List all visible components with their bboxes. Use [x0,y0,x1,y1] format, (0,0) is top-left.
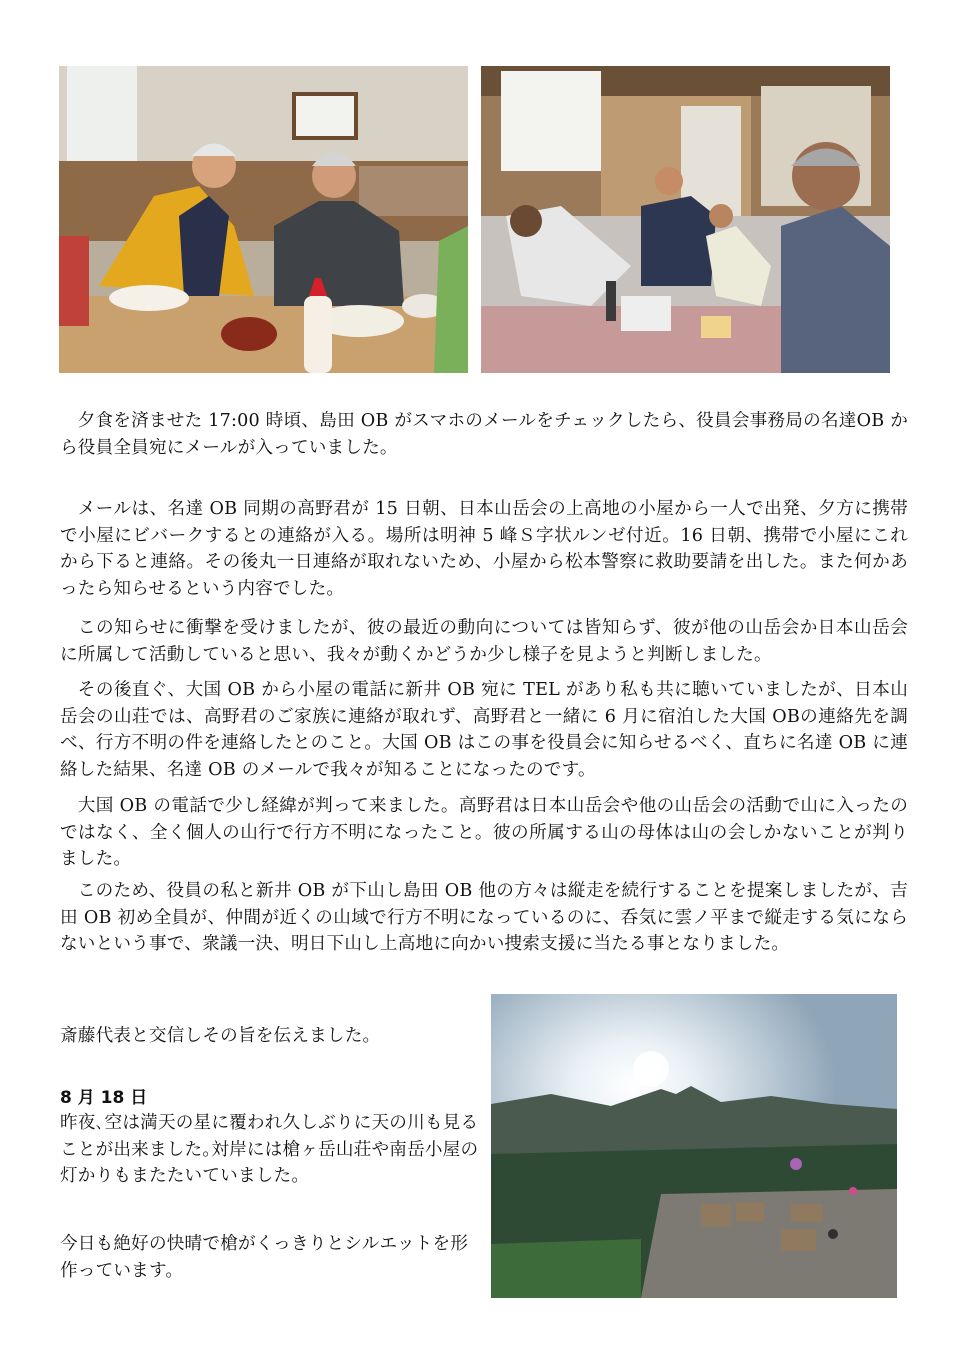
paragraph-phone-call [60,677,908,783]
sunrise-image [491,994,897,1298]
dining-hall-image [59,66,468,373]
dining-hall-photo [59,66,468,373]
sleeping-room-photo [481,66,890,373]
paragraph-starry-night [60,1110,480,1190]
paragraph-email-content [60,496,908,602]
paragraph-clear-sky-text: 今日も絶好の快晴で槍がくっきりとシルエットを形作っています。 [60,1234,469,1281]
paragraph-decision [60,878,908,958]
paragraph-shock [60,615,908,668]
paragraph-phone-call-text: その後直ぐ、大国 OB から小屋の電話に新井 OB 宛に TEL があり私も共に聴いていましたが、日本山岳会の山荘では、高野君のご家族に連絡が取れず、高野君と一緒に 6 月に宿泊した大国 OBの連絡先を調べ、行方不明の件を連絡したとのこと。大国 OB はこの事を役員会に知らせるべく、直ちに名達 OB に連絡した結果、名達 OB のメールで我々が知ることになったのです。 [60,680,908,780]
paragraph-circumstances-text: 大国 OB の電話で少し経緯が判って来ました。高野君は日本山岳会や他の山岳会の活動で山に入ったのではなく、全く個人の山行で行方不明になったこと。彼の所属する山の母体は山の会しかないことが判りました。 [60,796,908,869]
paragraph-starry-night-text: 昨夜､空は満天の星に覆われ久しぶりに天の川も見ることが出来ました｡対岸には槍ヶ岳山荘や南岳小屋の灯かりもまたたいていました。 [60,1113,479,1186]
paragraph-clear-sky [60,1231,480,1284]
sleeping-room-image [481,66,890,373]
sunrise-hut-terrace-photo [491,994,897,1298]
date-heading: 8 月 18 日 [60,1088,148,1108]
paragraph-circumstances [60,793,908,873]
paragraph-dinner-email [60,408,908,461]
paragraph-report-text: 斎藤代表と交信しその旨を伝えました。 [60,1026,381,1046]
paragraph-shock-text: この知らせに衝撃を受けましたが、彼の最近の動向については皆知らず、彼が他の山岳会か日本山岳会に所属して活動していると思い、我々が動くかどうか少し様子を見ようと判断しました。 [60,618,908,665]
paragraph-report [60,1023,480,1050]
paragraph-email-content-text: メールは、名達 OB 同期の高野君が 15 日朝、日本山岳会の上高地の小屋から一人で出発、夕方に携帯で小屋にビバークするとの連絡が入る。場所は明神 5 峰Ｓ字状ルンゼ付近。16 日朝、携帯で小屋にこれから下ると連絡。その後丸一日連絡が取れないため、小屋から松本警察に救助要請を出した。また何かあったら知らせるという内容でした。 [60,499,908,599]
paragraph-dinner-email-text: 夕食を済ませた 17:00 時頃、島田 OB がスマホのメールをチェックしたら、役員会事務局の名達OB から役員全員宛にメールが入っていました。 [60,411,908,458]
paragraph-decision-text: このため、役員の私と新井 OB が下山し島田 OB 他の方々は縦走を続行することを提案しましたが、吉田 OB 初め全員が、仲間が近くの山域で行方不明になっているのに、呑気に雲ノ平まで縦走する気にならないという事で、衆議一決、明日下山し上高地に向かい捜索支援に当たる事となりました。 [60,881,908,954]
